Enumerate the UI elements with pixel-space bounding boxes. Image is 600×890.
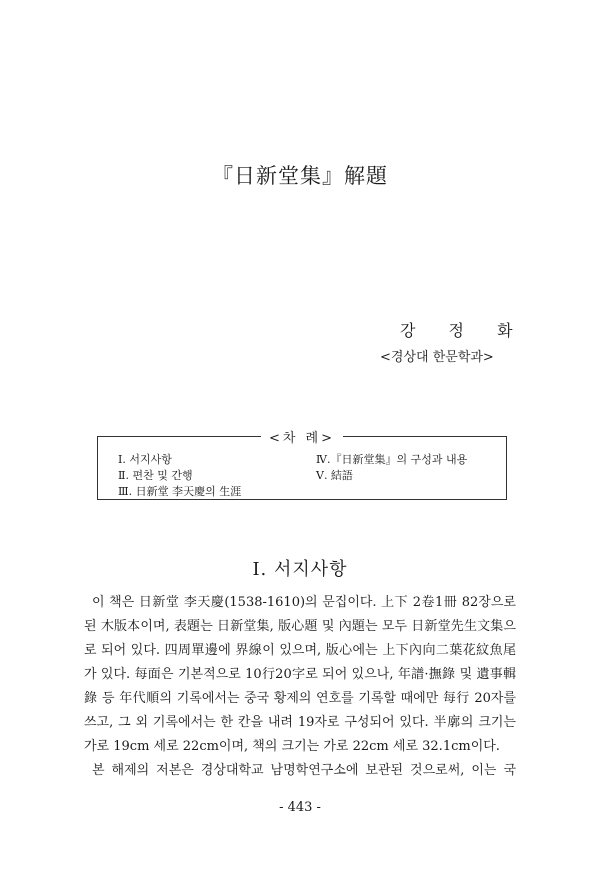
toc-item: Ⅱ. 편찬 및 간행 [118,469,193,482]
body-text-line: 가 있다. 每面은 기본적으로 10行20字로 되어 있으나, 年譜·撫錄 및 遺事輯 [84,667,516,682]
toc-item: Ⅴ. 結語 [316,469,353,482]
table-of-contents [97,431,507,500]
author-name: 강 정 화 [400,321,527,340]
body-text-line: 쓰고, 그 외 기록에서는 한 칸을 내려 19자로 구성되어 있다. 半廓의 크기는 [84,715,516,730]
section-heading: Ⅰ. 서지사항 [252,559,348,580]
toc-item: Ⅰ. 서지사항 [118,453,172,466]
body-text-line: 이 책은 日新堂 李天慶(1538-1610)의 문집이다. 上下 2卷1冊 82장으로 [92,595,516,610]
body-text-line: 본 해제의 저본은 경상대학교 남명학연구소에 보관된 것으로써, 이는 국 [92,763,516,778]
document-title: 『日新堂集』解題 [212,164,388,188]
body-text-line: 로 되어 있다. 四周單邊에 界線이 있으며, 版心에는 上下內向二葉花紋魚尾 [84,643,516,658]
page-number: - 443 - [279,800,321,815]
toc-heading: <차 례> [261,431,343,446]
body-text-line: 錄 등 年代順의 기록에서는 중국 황제의 연호를 기록할 때에만 每行 20자를 [84,691,516,706]
author-affiliation: <경상대 한문학과> [380,350,494,365]
toc-item: Ⅳ.『日新堂集』의 구성과 내용 [316,453,468,466]
body-text-line: 된 木版本이며, 表題는 日新堂集, 版心題 및 內題는 모두 日新堂先生文集으 [84,619,516,634]
toc-item: Ⅲ. 日新堂 李天慶의 生涯 [118,485,242,498]
body-text-line: 가로 19cm 세로 22cm이며, 책의 크기는 가로 22cm 세로 32.1cm이다. [84,739,500,754]
